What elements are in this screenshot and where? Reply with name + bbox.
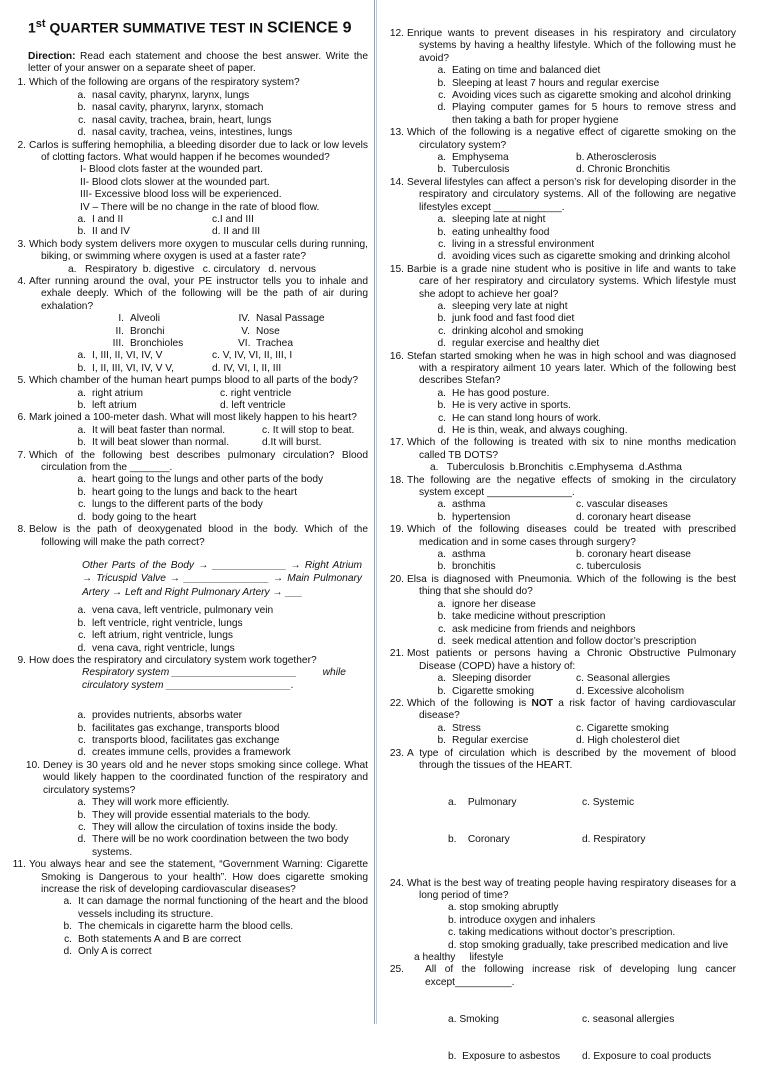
question-23: 23. A type of circulation which is described by the movement of blood through the tissues of the HEART. xyxy=(389,747,736,771)
q22-options: a. Stress c. Cigarette smoking b. Regular exercise d. High cholesterol diet xyxy=(437,722,680,747)
q9-blank-line-1: Respiratory system ______________________ while xyxy=(82,667,346,679)
q7-options: a. heart going to the lungs and other parts of the body b. heart going to the lungs and back to the heart c. lungs to the different parts of the body d. body going to the heart xyxy=(77,474,324,523)
question-11: 11. You always hear and see the statement, “Government Warning: Cigarette Smoking is Dangerous to your health”. How does cigarette smoking increase the risk of developing cardiovascular diseases? xyxy=(12,859,368,895)
q18-options: a. asthma c. vascular diseases b. hypertension d. coronary heart disease xyxy=(437,499,691,523)
question-10: 10. Deney is 30 years old and he never stops smoking since college. What would likely happen to the coordinated function of the respiratory and circulatory systems? xyxy=(25,759,368,796)
q3-options: a. Respiratory b. digestive c. circulatory d. nervous xyxy=(68,263,316,275)
question-18: 18. The following are the negative effects of smoking in the circulatory system except _______________. xyxy=(389,474,736,499)
question-2: 2. Carlos is suffering hemophilia, a bleeding disorder due to lack or low levels of clotting factors. What would happen if he becomes wounded? xyxy=(17,139,368,163)
q11-options: a. It can damage the normal functioning of the heart and the blood vessels including its structure. b. The chemicals in cigarette harm the blood cells. c. Both statements A and B are correct d. Only A is correct xyxy=(63,896,368,957)
q5-options: a. right atrium c. right ventricle b. left atrium d. left ventricle xyxy=(77,387,292,412)
q16-options: a. He has good posture. b. He is very active in sports. c. He can stand long hours of work. d. He is thin, weak, and always coughing. xyxy=(437,387,628,436)
page-title: 1st QUARTER SUMMATIVE TEST IN SCIENCE 9 xyxy=(28,18,352,37)
q10-options: a. They will work more efficiently. b. They will provide essential materials to the body. c. They will allow the circulation of toxins inside the body. d. There will be no work coordination between the two body systems. xyxy=(77,797,349,858)
question-9: 9. How does the respiratory and circulatory system work together? xyxy=(17,655,317,667)
question-16: 16. Stefan started smoking when he was in high school and was diagnosed with a respiratory ailment 10 years later. Which of the following best describes Stefan? xyxy=(389,350,736,387)
q9-options: a. provides nutrients, absorbs water b. facilitates gas exchange, transports blood c. transports blood, facilitates gas exchange d. creates immune cells, provides a framework xyxy=(77,710,291,759)
q15-options: a. sleeping very late at night b. junk food and fast food diet c. drinking alcohol and smoking d. regular exercise and healthy diet xyxy=(437,300,600,350)
q6-options: a. It will beat faster than normal. c. It will stop to beat. b. It will beat slower than normal. d.It will burst. xyxy=(77,424,355,449)
q24-tail: a healthy lifestyle xyxy=(414,952,504,964)
q1-options: a. nasal cavity, pharynx, larynx, lungs b. nasal cavity, pharynx, larynx, stomach c. nasal cavity, trachea, brain, heart, lungs d. nasal cavity, trachea, veins, intestines, lungs xyxy=(77,89,293,139)
q2-options: a. I and II c.I and III b. II and IV d. II and III xyxy=(77,213,261,238)
question-20: 20. Elsa is diagnosed with Pneumonia. Which of the following is the best thing that she should do? xyxy=(389,573,736,598)
left-column xyxy=(6,0,368,1040)
question-3: 3. Which body system delivers more oxygen to muscular cells during running, biking, or swimming where oxygen is used at a faster rate? xyxy=(17,238,368,263)
question-25: 25. All of the following increase risk of developing lung cancer except__________. xyxy=(389,964,736,988)
question-24: 24. What is the best way of treating people having respiratory diseases for a long period of time? xyxy=(389,877,736,902)
q4-table: I. Alveoli IV. Nasal Passage II. Bronchi V. Nose III. Bronchioles VI. Trachea xyxy=(112,313,325,349)
question-14: 14. Several lifestyles can affect a person’s risk for developing disorder in the respiratory and circulatory systems. All of the following are negative lifestyles except ____________. xyxy=(389,176,736,213)
question-22: 22. Which of the following is NOT a risk factor of having cardiovascular disease? xyxy=(389,697,736,722)
right-column xyxy=(384,0,736,1063)
q21-options: a. Sleeping disorder c. Seasonal allergies b. Cigarette smoking d. Excessive alcoholism xyxy=(437,673,685,697)
question-17: 17. Which of the following is treated with six to nine months medication called TB DOTS? xyxy=(389,437,736,461)
q24-options: a. stop smoking abruptly b. introduce oxygen and inhalers c. taking medications without doctor’s prescription. d. stop smoking gradually, take prescribed medication and live xyxy=(448,902,729,951)
q20-options: a. ignore her disease b. take medicine without prescription c. ask medicine from friends and neighbors d. seek medical attention and follow doctor’s prescription xyxy=(437,598,697,647)
q12-options: a. Eating on time and balanced diet b. Sleeping at least 7 hours and regular exercise c. Avoiding vices such as cigarette smoking and alcohol drinking d. Playing computer games for 5 hours to remove stress and then taking a bath for proper hygiene xyxy=(437,65,736,126)
column-divider xyxy=(374,0,375,1024)
question-6: 6. Mark joined a 100-meter dash. What will most likely happen to his heart? xyxy=(17,412,357,424)
question-1: 1. Which of the following are organs of the respiratory system? xyxy=(17,77,300,89)
question-13: 13. Which of the following is a negative effect of cigarette smoking on the circulatory system? xyxy=(389,127,736,151)
question-5: 5. Which chamber of the human heart pumps blood to all parts of the body? xyxy=(17,375,359,387)
q17-options: a. Tuberculosis b.Bronchitis c.Emphysema d.Asthma xyxy=(430,462,682,474)
directions: Direction: Read each statement and choose the best answer. Write the letter of your answer on a separate sheet of paper. xyxy=(28,50,368,75)
q9-blank-line-2: circulatory system ______________________. xyxy=(82,679,294,691)
q13-options: a. Emphysema b. Atherosclerosis b. Tuberculosis d. Chronic Bronchitis xyxy=(437,152,670,176)
q2-statements: I- Blood clots faster at the wounded part. II- Blood clots slower at the wounded part. III- Excessive blood loss will be experienced. IV – There will be no change in the rate of blood flow. xyxy=(80,164,320,213)
question-15: 15. Barbie is a grade nine student who is positive in life and wants to take care of her respiratory and circulatory systems. Which lifestyle must she adopt to achieve her goal? xyxy=(389,263,736,300)
q14-options: a. sleeping late at night b. eating unhealthy food c. living in a stressful environment d. avoiding vices such as cigarette smoking and drinking alcohol xyxy=(437,214,731,263)
question-4: 4. After running around the oval, your PE instructor tells you to inhale and exhale deeply. Which of the following will be the path of air during exhalation? xyxy=(17,275,368,312)
q25-options: a. Smoking c. seasonal allergies b. Exposure to asbestos d. Exposure to coal products xyxy=(448,1014,712,1063)
question-7: 7. Which of the following best describes pulmonary circulation? Blood circulation from the _______. xyxy=(17,449,368,474)
q4-options: a. I, III, II, VI, IV, V c. V, IV, VI, II, III, I b. I, II, III, VI, IV, V V, d. IV, VI, I, II, III xyxy=(77,350,293,374)
question-8: 8. Below is the path of deoxygenated blood in the body. Which of the following will make the path correct? xyxy=(17,524,368,548)
question-12: 12. Enrique wants to prevent diseases in his respiratory and circulatory systems by having a healthy lifestyle. Which of the following must he avoid? xyxy=(389,28,736,64)
q8-options: a. vena cava, left ventricle, pulmonary vein b. left ventricle, right ventricle, lungs c. left atrium, right ventricle, lungs d. vena cava, right ventricle, lungs xyxy=(77,605,274,654)
question-21: 21. Most patients or persons having a Chronic Obstructive Pulmonary Disease (COPD) have a history of: xyxy=(389,648,736,672)
q8-blood-path: Other Parts of the Body → _____________ → Right Atrium → Tricuspid Valve → _______________ → Main Pulmonary Artery → Left and Right Pulmonary Artery → ___ xyxy=(82,559,362,598)
question-19: 19. Which of the following diseases could be treated with prescribed medication and in some cases through surgery? xyxy=(389,524,736,548)
q23-options: a. Pulmonary c. Systemic b. Coronary d. Respiratory xyxy=(448,797,646,846)
q19-options: a. asthma b. coronary heart disease b. bronchitis c. tuberculosis xyxy=(437,549,691,573)
